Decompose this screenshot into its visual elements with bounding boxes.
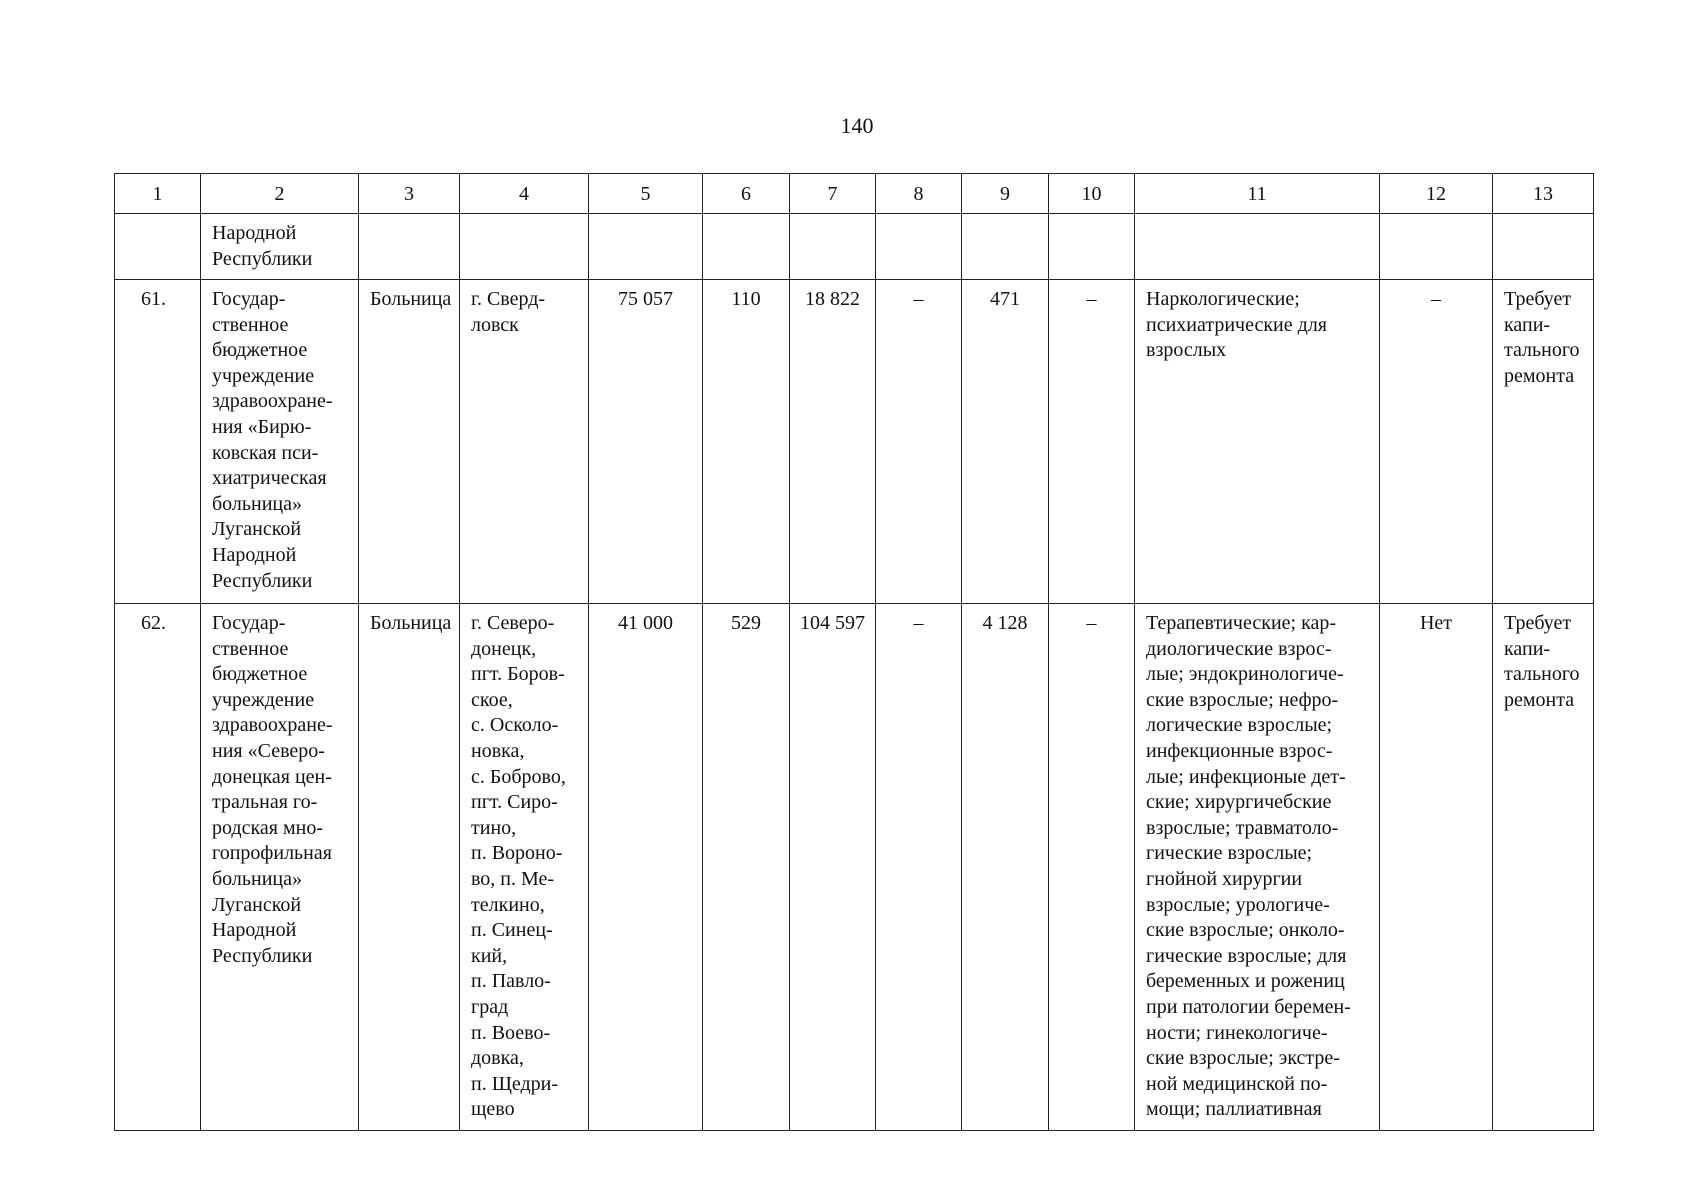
column-number-row — [115, 174, 1594, 214]
table-row — [115, 280, 1594, 604]
column-number: 7 — [790, 174, 876, 214]
value-cell: 75 057 — [589, 280, 703, 604]
facility-type-cell — [359, 214, 460, 280]
column-number: 10 — [1049, 174, 1135, 214]
institution-name-cell: Государ- ственное бюджетное учреждение здравоохране- ния «Северо- донецкая цен- тральная го- родская мно- гопрофильная больница» Луганской Народной Республики — [201, 604, 359, 1131]
value-cell — [962, 214, 1049, 280]
column-number: 8 — [876, 174, 962, 214]
profiles-cell — [1135, 214, 1380, 280]
column-number: 11 — [1135, 174, 1380, 214]
condition-cell: Требует капи- тального ремонта — [1493, 280, 1594, 604]
value-cell: – — [1380, 280, 1493, 604]
value-cell: – — [1049, 280, 1135, 604]
table-row — [115, 214, 1594, 280]
row-number-cell: 62. — [115, 604, 201, 1131]
condition-cell: Требует капи- тального ремонта — [1493, 604, 1594, 1131]
row-number-cell: 61. — [115, 280, 201, 604]
location-cell: г. Сверд- ловск — [460, 280, 589, 604]
value-cell: 110 — [703, 280, 790, 604]
value-cell: 18 822 — [790, 280, 876, 604]
table-row — [115, 604, 1594, 1131]
value-cell: – — [1049, 604, 1135, 1131]
facility-type-cell: Больница — [359, 280, 460, 604]
row-number-cell — [115, 214, 201, 280]
value-cell — [1380, 214, 1493, 280]
column-number: 9 — [962, 174, 1049, 214]
value-cell: Нет — [1380, 604, 1493, 1131]
column-number: 5 — [589, 174, 703, 214]
column-number: 4 — [460, 174, 589, 214]
value-cell — [1049, 214, 1135, 280]
value-cell — [790, 214, 876, 280]
location-cell: г. Северо- донецк, пгт. Боров- ское, с. Осколо- новка, с. Боброво, пгт. Сиро- тино, п. Вороно- во, п. Ме- телкино, п. Синец- кий, п. Павло- град п. Воево- довка, п. Щедри- щево — [460, 604, 589, 1131]
column-number: 2 — [201, 174, 359, 214]
value-cell: – — [876, 280, 962, 604]
location-cell — [460, 214, 589, 280]
value-cell: 529 — [703, 604, 790, 1131]
value-cell — [589, 214, 703, 280]
value-cell: 41 000 — [589, 604, 703, 1131]
column-number: 13 — [1493, 174, 1594, 214]
column-number: 6 — [703, 174, 790, 214]
column-number: 1 — [115, 174, 201, 214]
column-number: 3 — [359, 174, 460, 214]
facilities-table — [114, 173, 1594, 1131]
value-cell: 471 — [962, 280, 1049, 604]
institution-name-cell: Народной Республики — [201, 214, 359, 280]
profiles-cell: Терапевтические; кар- диологические взрос- лые; эндокринологиче- ские взрослые; нефро- логические взрослые; инфекционные взрос- лые; инфекционые дет- ские; хирургичебские взрослые; травматоло- гические взрослые; гнойной хирургии взрослые; урологиче- ские взрослые; онколо- гические взрослые; для беременных и рожениц при патологии беремен- ности; гинекологиче- ские взрослые; экстре- ной медицинской по- мощи; паллиативная — [1135, 604, 1380, 1131]
profiles-cell: Наркологические; психиатрические для взрослых — [1135, 280, 1380, 604]
value-cell: – — [876, 604, 962, 1131]
page-number: 140 — [840, 113, 874, 138]
value-cell: 4 128 — [962, 604, 1049, 1131]
facility-type-cell: Больница — [359, 604, 460, 1131]
institution-name-cell: Государ- ственное бюджетное учреждение здравоохране- ния «Бирю- ковская пси- хиатрическая больница» Луганской Народной Республики — [201, 280, 359, 604]
column-number: 12 — [1380, 174, 1493, 214]
condition-cell — [1493, 214, 1594, 280]
value-cell — [876, 214, 962, 280]
value-cell: 104 597 — [790, 604, 876, 1131]
value-cell — [703, 214, 790, 280]
